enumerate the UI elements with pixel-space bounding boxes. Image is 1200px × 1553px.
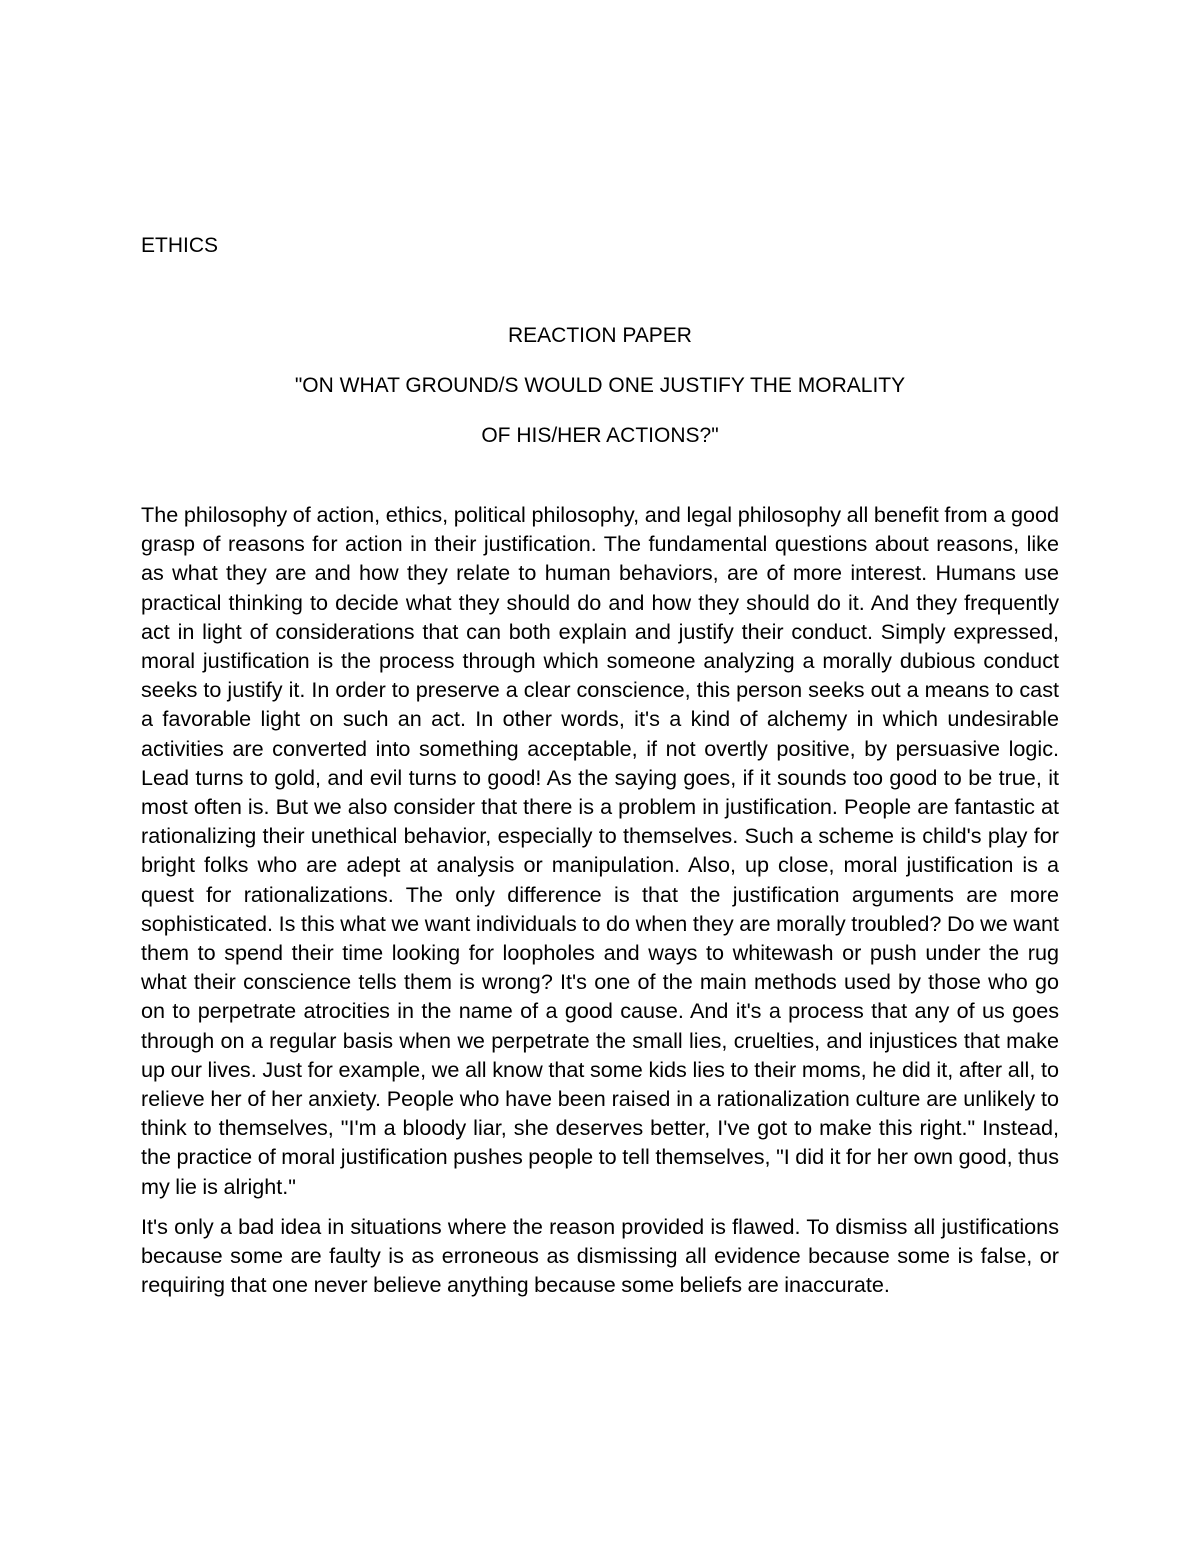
course-label: ETHICS <box>141 234 219 257</box>
paper-body <box>141 500 1059 1299</box>
paper-title <box>141 323 1059 449</box>
title-line: OF HIS/HER ACTIONS?" <box>481 424 719 447</box>
body-paragraph: The philosophy of action, ethics, political philosophy, and legal philosophy all benefit from a good grasp of reasons for action in their justification. The fundamental questions about reasons, like as what they are and how they relate to human behaviors, are of more interest. Humans use practical thinking to decide what they should do and how they should do it. And they frequently act in light of considerations that can both explain and justify their conduct. Simply expressed, moral justification is the process through which someone analyzing a morally dubious conduct seeks to justify it. In order to preserve a clear conscience, this person seeks out a means to cast a favorable light on such an act. In other words, it's a kind of alchemy in which undesirable activities are converted into something acceptable, if not overtly positive, by persuasive logic. Lead turns to gold, and evil turns to good! As the saying goes, if it sounds too good to be true, it most often is. But we also consider that there is a problem in justification. People are fantastic at rationalizing their unethical behavior, especially to themselves. Such a scheme is child's play for bright folks who are adept at analysis or manipulation. Also, up close, moral justification is a quest for rationalizations. The only difference is that the justification arguments are more sophisticated. Is this what we want individuals to do when they are morally troubled? Do we want them to spend their time looking for loopholes and ways to whitewash or push under the rug what their conscience tells them is wrong? It's one of the main methods used by those who go on to perpetrate atrocities in the name of a good cause. And it's a process that any of us goes through on a regular basis when we perpetrate the small lies, cruelties, and injustices that make up our lives. Just for example, we all know that some kids lies to their moms, he did it, after all, to relieve her of her anxiety. People who have been raised in a rationalization culture are unlikely to think to themselves, "I'm a bloody liar, she deserves better, I've got to make this right." Instead, the practice of moral justification pushes people to tell themselves, "I did it for her own good, thus my lie is alright." <box>141 502 1059 1199</box>
title-line: REACTION PAPER <box>508 324 692 347</box>
title-line: "ON WHAT GROUND/S WOULD ONE JUSTIFY THE MORALITY <box>294 374 906 397</box>
body-paragraph: It's only a bad idea in situations where the reason provided is flawed. To dismiss all justifications because some are faulty is as erroneous as dismissing all evidence because some is false, or requiring that one never believe anything because some beliefs are inaccurate. <box>141 1213 1059 1298</box>
